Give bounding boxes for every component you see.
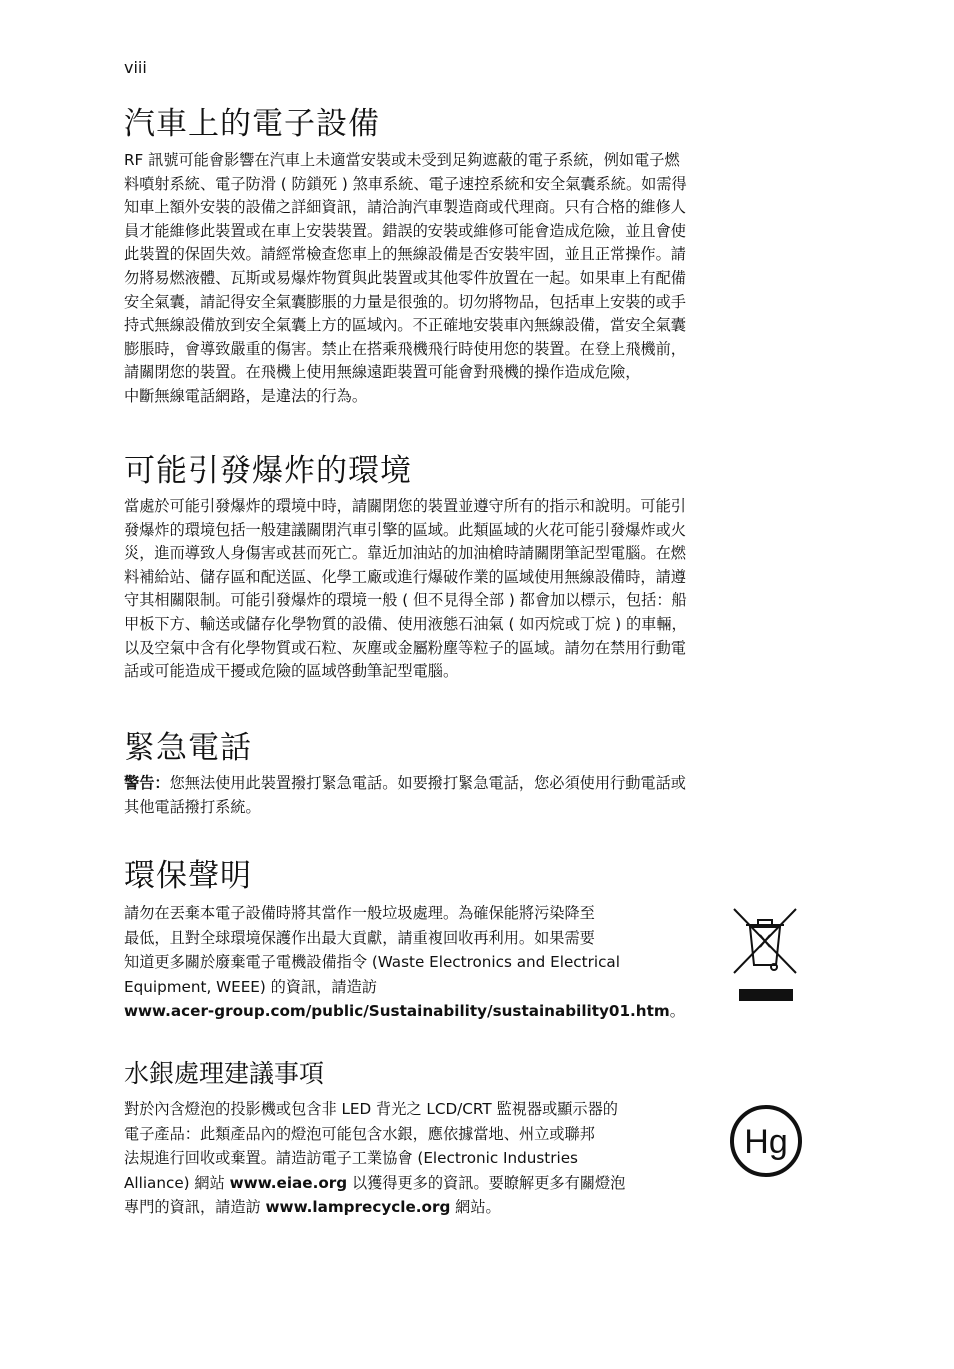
section-title-emergency: 緊急電話 xyxy=(124,730,252,766)
text-line: 膨脹時，會導致嚴重的傷害。禁止在搭乘飛機飛行時使用您的裝置。在登上飛機前， xyxy=(124,339,686,358)
environment-paragraph xyxy=(124,901,704,1024)
text-line: 員才能維修此裝置或在車上安裝裝置。錯誤的安裝或維修可能會造成危險，並且會使 xyxy=(124,221,686,240)
text-line: 持式無線設備放到安全氣囊上方的區域內。不正確地安裝車內無線設備，當安全氣囊 xyxy=(124,316,686,335)
section-title-environment: 環保聲明 xyxy=(124,858,252,894)
vehicles-paragraph xyxy=(124,149,808,409)
text-line: 此裝置的保固失效。請經常檢查您車上的無線設備是否安裝牢固，並且正常操作。請 xyxy=(124,245,686,264)
text-line xyxy=(124,1171,704,1196)
text-line: Equipment, WEEE) 的資訊，請造訪 xyxy=(124,977,377,996)
warning-label: 警告： xyxy=(124,774,170,792)
hg-mercury-icon xyxy=(728,1103,804,1179)
text-line: 以及空氣中含有化學物質或石粒、灰塵或金屬粉塵等粒子的區域。請勿在禁用行動電 xyxy=(124,638,686,657)
section-title-vehicles: 汽車上的電子設備 xyxy=(124,106,380,142)
crossed-out-wheelie-bin-icon xyxy=(730,905,800,1005)
explosive-paragraph xyxy=(124,495,808,684)
text-line: 其他電話撥打系統。 xyxy=(124,797,261,816)
url-suffix: 。 xyxy=(669,1002,685,1021)
text-line xyxy=(124,1195,704,1220)
text-line: 電子產品：此類產品內的燈泡可能包含水銀，應依據當地、州立或聯邦 xyxy=(124,1124,595,1143)
lamprecycle-url-link[interactable]: www.lamprecycle.org xyxy=(265,1198,451,1217)
emergency-paragraph xyxy=(124,772,808,819)
section-title-explosive: 可能引發爆炸的環境 xyxy=(124,453,412,489)
text-line: 請勿在丟棄本電子設備時將其當作一般垃圾處理。為確保能將污染降至 xyxy=(124,904,595,922)
eiae-url-link[interactable]: www.eiae.org xyxy=(229,1173,348,1192)
text-line: 守其相關限制。可能引發爆炸的環境一般 ( 但不見得全部 ) 都會加以標示，包括：船 xyxy=(124,591,687,610)
text-line xyxy=(124,772,808,796)
page-number: viii xyxy=(124,58,147,77)
text-line: 安全氣囊，請記得安全氣囊膨脹的力量是很強的。切勿將物品，包括車上安裝的或手 xyxy=(124,292,686,311)
text-line: 知車上額外安裝的設備之詳細資訊，請洽詢汽車製造商或代理商。只有合格的維修人 xyxy=(124,198,686,217)
mercury-paragraph xyxy=(124,1097,704,1220)
text-line: RF 訊號可能會影響在汽車上未適當安裝或未受到足夠遮蔽的電子系統，例如電子燃 xyxy=(124,151,680,169)
weee-url-link[interactable]: www.acer-group.com/public/Sustainability/sustainability01.htm xyxy=(124,1002,670,1021)
text-line: 最低，且對全球環境保護作出最大貢獻，請重複回收再利用。如果需要 xyxy=(124,928,595,947)
text-line: 中斷無線電話網路，是違法的行為。 xyxy=(124,386,367,405)
text-line xyxy=(124,999,704,1024)
text-line: 災，進而導致人身傷害或甚而死亡。靠近加油站的加油槍時請關閉筆記型電腦。在燃 xyxy=(124,544,686,563)
text-line: 請關閉您的裝置。在飛機上使用無線遠距裝置可能會對飛機的操作造成危險， xyxy=(124,363,641,382)
text-line: 發爆炸的環境包括一般建議關閉汽車引擎的區域。此類區域的火花可能引發爆炸或火 xyxy=(124,520,686,539)
text-line: 料補給站、儲存區和配送區、化學工廠或進行爆破作業的區域使用無線設備時，請遵 xyxy=(124,567,686,586)
text-line: 料噴射系統、電子防滑 ( 防鎖死 ) 煞車系統、電子速控系統和安全氣囊系統。如需得 xyxy=(124,174,687,193)
text-line: 法規進行回收或棄置。請造訪電子工業協會 (Electronic Industries xyxy=(124,1149,578,1168)
text-line: 話或可能造成干擾或危險的區域啓動筆記型電腦。 xyxy=(124,662,459,681)
line-pre: 專門的資訊，請造訪 xyxy=(124,1198,266,1217)
text-line: 當處於可能引發爆炸的環境中時，請關閉您的裝置並遵守所有的指示和說明。可能引 xyxy=(124,497,686,515)
text-line: 知道更多關於廢棄電子電機設備指令 (Waste Electronics and Electrical xyxy=(124,953,620,972)
text-line: 勿將易燃液體、瓦斯或易爆炸物質與此裝置或其他零件放置在一起。如果車上有配備 xyxy=(124,268,686,287)
line-pre: Alliance) 網站 xyxy=(124,1173,230,1192)
text-line: 甲板下方、輸送或儲存化學物質的設備、使用液態石油氣 ( 如丙烷或丁烷 ) 的車輛， xyxy=(124,614,687,633)
line-post: 網站。 xyxy=(450,1198,501,1217)
line-post: 以獲得更多的資訊。要瞭解更多有關燈泡 xyxy=(347,1173,626,1192)
hg-symbol-text: Hg xyxy=(744,1123,788,1161)
warning-text: 您無法使用此裝置撥打緊急電話。如要撥打緊急電話，您必須使用行動電話或 xyxy=(169,774,686,792)
section-title-mercury: 水銀處理建議事項 xyxy=(124,1059,325,1088)
text-line: 對於內含燈泡的投影機或包含非 LED 背光之 LCD/CRT 監視器或顯示器的 xyxy=(124,1100,618,1118)
